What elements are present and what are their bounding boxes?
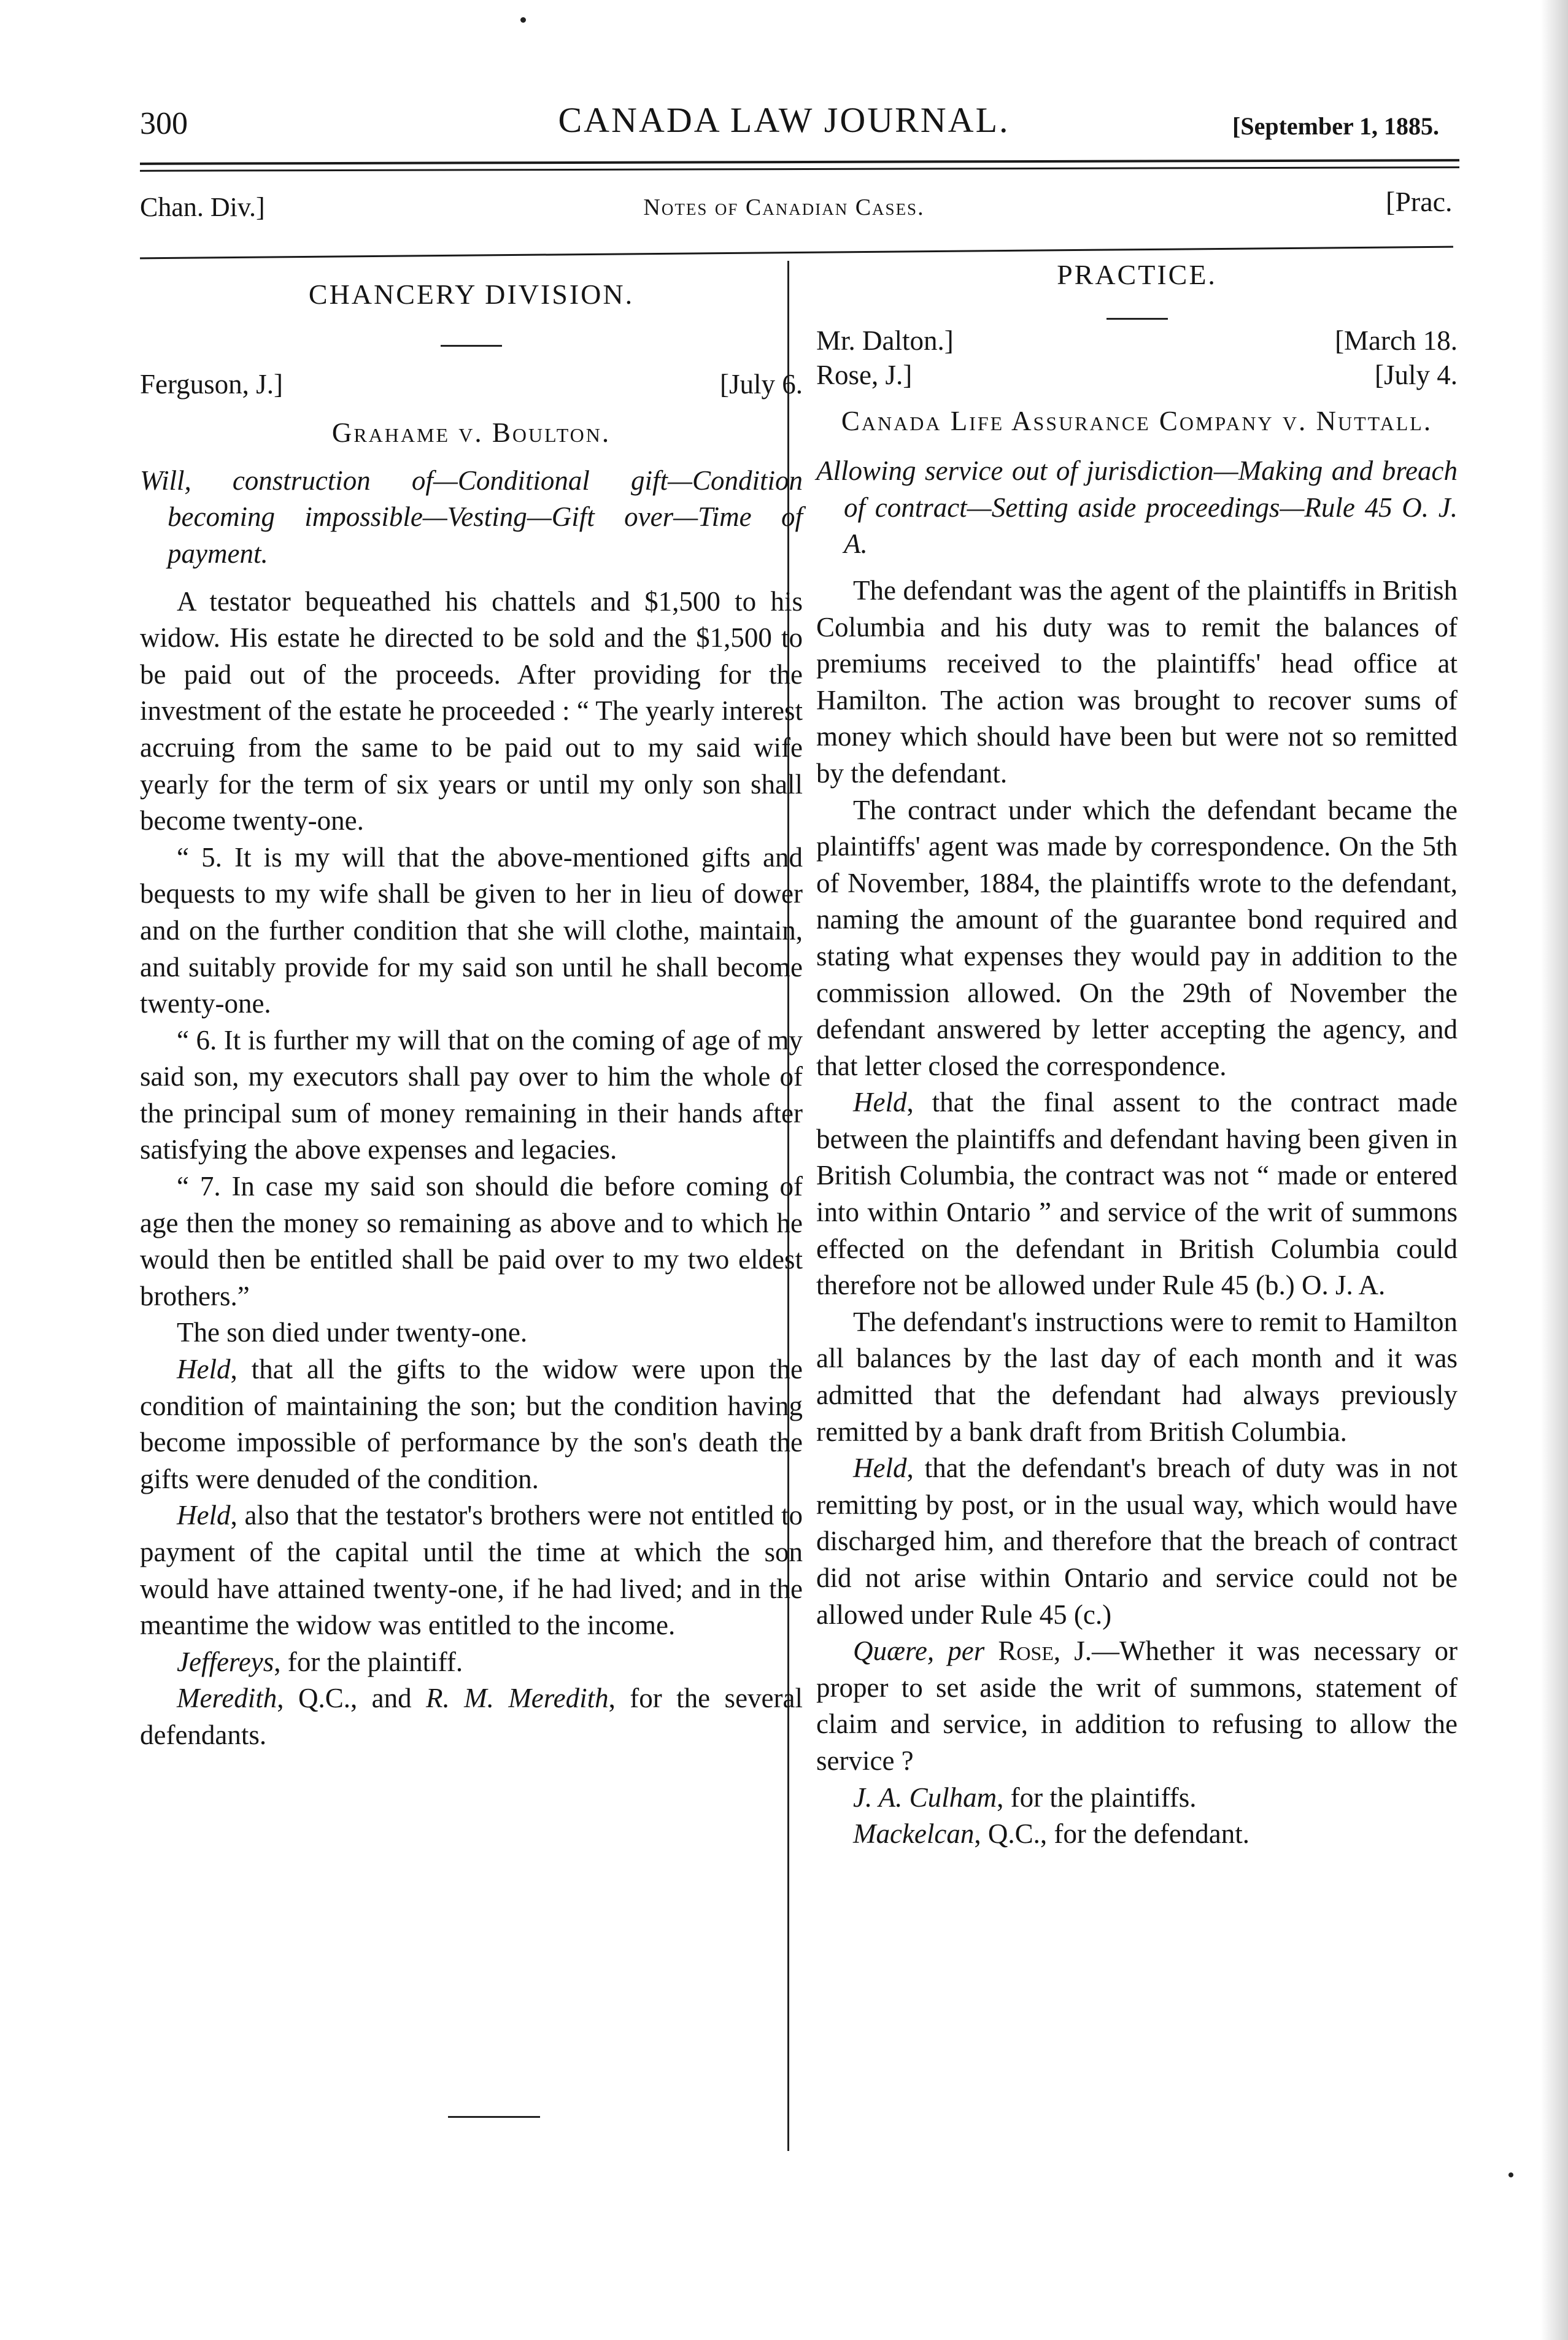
journal-title: CANADA LAW JOURNAL. — [558, 100, 1010, 140]
counsel-name: R. M. Meredith — [426, 1683, 609, 1714]
page-edge-shadow — [1540, 0, 1568, 2340]
section-title: Notes of Canadian Cases. — [643, 195, 925, 220]
page-number: 300 — [140, 106, 188, 141]
quaere-label: Quære, per — [853, 1635, 985, 1667]
heading-divider — [1106, 318, 1168, 320]
held-label: Held — [177, 1500, 231, 1531]
held-text: , also that the testator's brothers were not entitled to payment of the capital until the time at which the son would have attained twenty-one, if he had lived; and in the meantime the widow was entitled to the income. — [140, 1500, 803, 1641]
issue-date: [September 1, 1885. — [1232, 112, 1439, 140]
paragraph: The contract under which the defendant became the plaintiffs' agent was made by correspondence. On the 5th of November, 1884, the plaintiffs wrote to the defendant, naming the amount of the guarantee bond required and stating what expenses they would pay in addition to the commission allowed. On the 29th of November the defendant answered by letter accepting the agency, and that letter closed the correspondence. — [816, 794, 1458, 1081]
judgment-date: [July 6. — [720, 368, 803, 400]
left-section-heading: CHANCERY DIVISION. — [308, 279, 635, 310]
right-column — [816, 257, 1458, 1853]
paragraph: “ 6. It is further my will that on the coming of age of my said son, my executors shall pay over to him the whole of the principal sum of money remaining in their hands after satisfying the above expenses and legacies. — [140, 1024, 803, 1165]
counsel-line — [816, 1780, 1458, 1817]
paragraph: The defendant was the agent of the plaintiffs in British Columbia and his duty was to remit the balances of premiums received to the plaintiffs' head office at Hamilton. The action was brought to recover sums of money which should have been but were not so remitted by the defendant. — [816, 574, 1458, 789]
paragraph: The son died under twenty-one. — [177, 1317, 528, 1348]
held-label: Held — [853, 1453, 907, 1484]
held-text: , that the defendant's breach of duty was in not remitting by post, or in the usual way, which would have discharged him, and therefore that the breach of contract did not arise within Ontario and service could not be allowed under Rule 45 (c.) — [816, 1453, 1458, 1630]
counsel-role: , for the plaintiffs. — [997, 1782, 1197, 1813]
case-title: Grahame v. Boulton. — [331, 417, 611, 449]
held-paragraph — [816, 1450, 1458, 1633]
right-section-heading: PRACTICE. — [1057, 259, 1217, 290]
judge-name: Ferguson, J.] — [140, 368, 283, 400]
heading-divider — [441, 345, 502, 347]
paragraph: The defendant's instructions were to remit to Hamilton all balances by the last day of each month and it was admitted that the defendant had always previously remitted by a bank draft from British Columbia. — [816, 1306, 1458, 1447]
held-paragraph — [140, 1351, 803, 1497]
held-label: Held — [177, 1354, 231, 1385]
header-rule-top — [140, 159, 1459, 165]
held-paragraph — [816, 1084, 1458, 1304]
held-text: , that the final assent to the contract made between the plaintiffs and defendant having been given in British Columbia, the contract was not “ made or entered into within Ontario ” and service of the writ of summons effected on the defendant in British Columbia could therefore not be allowed under Rule 45 (b.) O. J. A. — [816, 1087, 1458, 1301]
end-of-section-rule — [448, 2116, 540, 2118]
counsel-name: Mackelcan — [853, 1818, 975, 1850]
counsel-role: , for the plaintiff. — [274, 1646, 463, 1677]
held-text: , that all the gifts to the widow were upon the condition of maintaining the son; but the condition having become impossible of performance by the son's death the gifts were denuded of the condition. — [140, 1354, 803, 1494]
judge-name: Mr. Dalton.] — [816, 325, 954, 356]
headnote: Will, construction of—Conditional gift—Condition becoming impossible—Vesting—Gift over—Time of payment. — [140, 465, 803, 569]
ink-speck — [520, 17, 526, 23]
judge-name: Rose, J.] — [816, 359, 913, 390]
headnote: Allowing service out of jurisdiction—Making and breach of contract—Setting aside proceedings—Rule 45 O. J. A. — [816, 455, 1458, 560]
quaere-judge: Rose — [998, 1635, 1054, 1667]
case-title: Canada Life Assurance Company v. Nuttall. — [841, 405, 1433, 436]
practice-label: [Prac. — [1386, 186, 1453, 217]
counsel-line — [140, 1680, 803, 1753]
left-column — [140, 270, 803, 1754]
judgment-date: [July 4. — [1375, 359, 1458, 390]
paragraph: “ 7. In case my said son should die before coming of age then the money so remaining as above and to which he would then be entitled shall be paid over to my two eldest brothers.” — [140, 1171, 803, 1311]
counsel-name: Meredith — [177, 1683, 277, 1714]
counsel-name: J. A. Culham — [853, 1782, 997, 1813]
quaere-paragraph — [816, 1633, 1458, 1779]
ink-speck — [1508, 2172, 1513, 2177]
counsel-joiner: , Q.C., and — [277, 1683, 427, 1714]
counsel-line — [140, 1644, 803, 1681]
header-rule-bottom — [140, 166, 1459, 172]
held-label: Held — [853, 1087, 907, 1118]
judge-row — [140, 366, 803, 403]
counsel-line — [816, 1816, 1458, 1853]
counsel-role: , for the several defendants. — [140, 1683, 803, 1750]
division-label: Chan. Div.] — [140, 192, 265, 222]
held-paragraph — [140, 1497, 803, 1643]
judgment-date: [March 18. — [1335, 325, 1458, 356]
counsel-role: , Q.C., for the defendant. — [974, 1818, 1250, 1850]
quaere-text: , J.—Whether it was necessary or proper to set aside the writ of summons, statement of claim and service, in addition to refusing to allow the service ? — [816, 1635, 1458, 1776]
paragraph: A testator bequeathed his chattels and $1,500 to his widow. His estate he directed to be sold and the $1,500 to be paid out of the proceeds. After providing for the investment of the estate he proceeded : “ The yearly interest accruing from the same to be paid out to my said wife yearly for the term of six years or until my only son shall become twenty-one. — [140, 585, 803, 836]
paragraph: “ 5. It is my will that the above-mentioned gifts and bequests to my wife shall be given to her in lieu of dower and on the further condition that she will clothe, maintain, and suitably provide for my said son until he shall become twenty-one. — [140, 841, 803, 1019]
judge-row-1 — [816, 323, 1458, 358]
judge-row-2 — [816, 358, 1458, 392]
counsel-name: Jeffereys — [177, 1646, 274, 1677]
